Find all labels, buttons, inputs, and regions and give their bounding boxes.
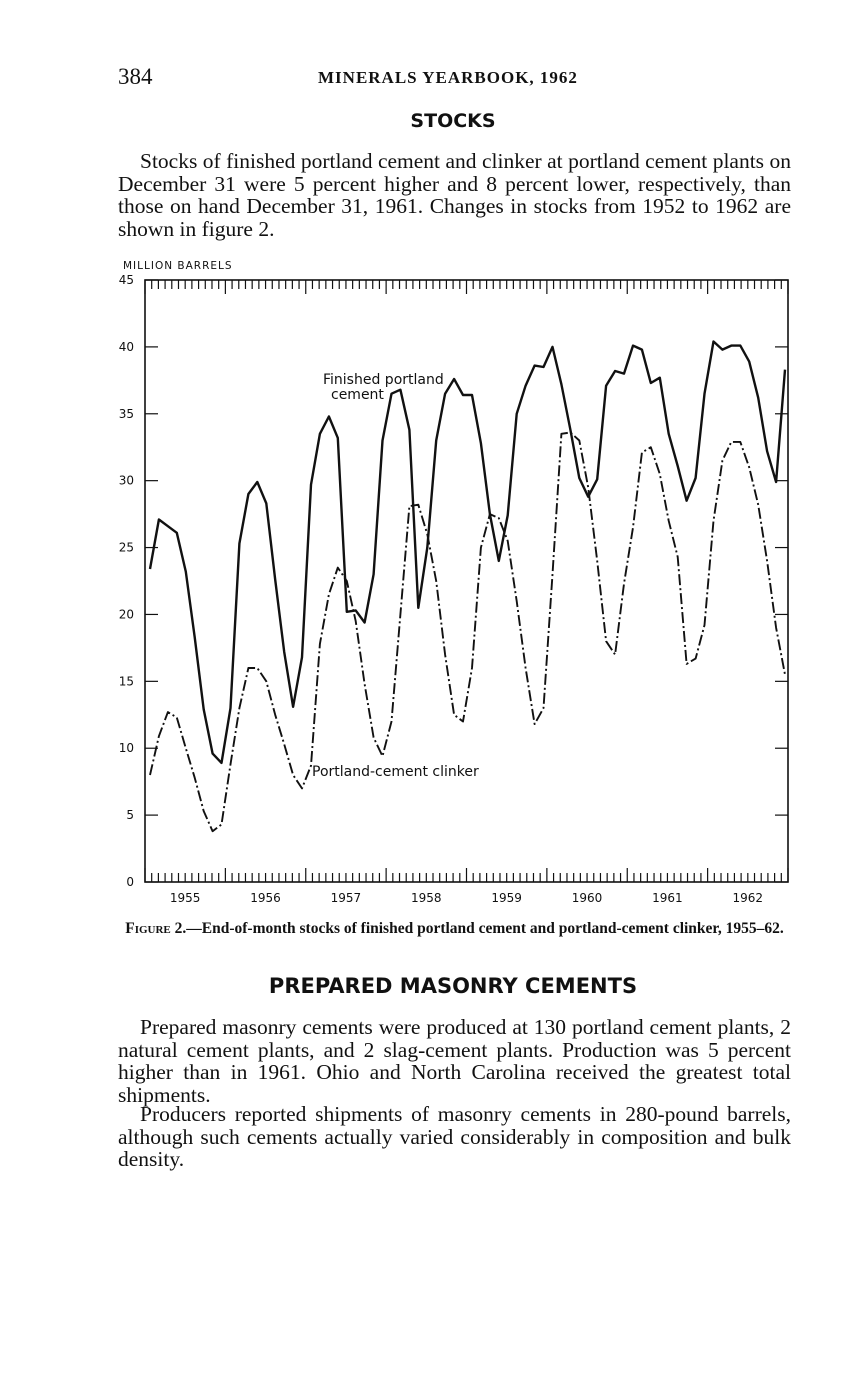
y-tick-label: 45 xyxy=(118,273,134,287)
x-tick-label: 1960 xyxy=(571,891,603,905)
axis-ticks xyxy=(145,280,788,882)
cement-annotation-line2: cement xyxy=(331,387,384,403)
x-tick-label: 1962 xyxy=(732,891,764,905)
y-tick-label: 15 xyxy=(118,674,134,689)
running-title: MINERALS YEARBOOK, 1962 xyxy=(318,68,578,87)
y-tick-label: 25 xyxy=(118,540,134,555)
y-tick-label: 20 xyxy=(118,607,134,622)
stocks-chart xyxy=(0,250,860,910)
y-tick-label: 35 xyxy=(118,406,134,421)
x-tick-label: 1958 xyxy=(411,891,442,905)
masonry-paragraph-1: Prepared masonry cements were produced at 130 portland cement plants, 2 natural cement plants, and 2 slag-cement plants. Production was 5 percent higher than in 1961. Ohio and North Carolina received the greatest total shipments. xyxy=(118,1015,791,1107)
clinker-annotation: Portland-cement clinker xyxy=(312,764,479,780)
masonry-heading: PREPARED MASONRY CEMENTS xyxy=(268,974,638,998)
y-axis-label: MILLION BARRELS xyxy=(123,260,233,272)
figure-caption xyxy=(118,920,791,938)
caption-lead: Figure 2. xyxy=(125,920,187,937)
x-tick-label: 1957 xyxy=(330,891,362,905)
y-tick-label: 5 xyxy=(126,808,134,823)
plot-frame xyxy=(145,280,788,882)
stocks-paragraph: Stocks of finished portland cement and clinker at portland cement plants on December 31 were 5 percent higher and 8 percent lower, respectively, than those on hand December 31, 1961. Changes in stocks from 1952 to 1962 are shown in figure 2. xyxy=(118,149,791,241)
x-tick-label: 1961 xyxy=(652,891,683,905)
x-tick-labels xyxy=(170,891,763,905)
masonry-paragraph-2: Producers reported shipments of masonry cements in 280-pound barrels, although such cements actually varied considerably in composition and bulk density. xyxy=(118,1102,791,1171)
page-number: 384 xyxy=(118,64,153,89)
x-tick-label: 1955 xyxy=(169,891,201,905)
y-tick-labels xyxy=(119,273,134,889)
cement-annotation-line1: Finished portland xyxy=(323,372,444,388)
y-tick-label: 30 xyxy=(118,473,134,488)
y-tick-label: 0 xyxy=(126,875,134,889)
x-tick-label: 1959 xyxy=(491,891,522,905)
y-tick-label: 10 xyxy=(118,741,134,756)
caption-text: —End-of-month stocks of finished portland cement and portland-cement clinker, 1955–62. xyxy=(186,920,784,937)
x-tick-label: 1956 xyxy=(250,891,281,905)
stocks-heading: STOCKS xyxy=(410,110,496,132)
y-tick-label: 40 xyxy=(118,339,134,354)
